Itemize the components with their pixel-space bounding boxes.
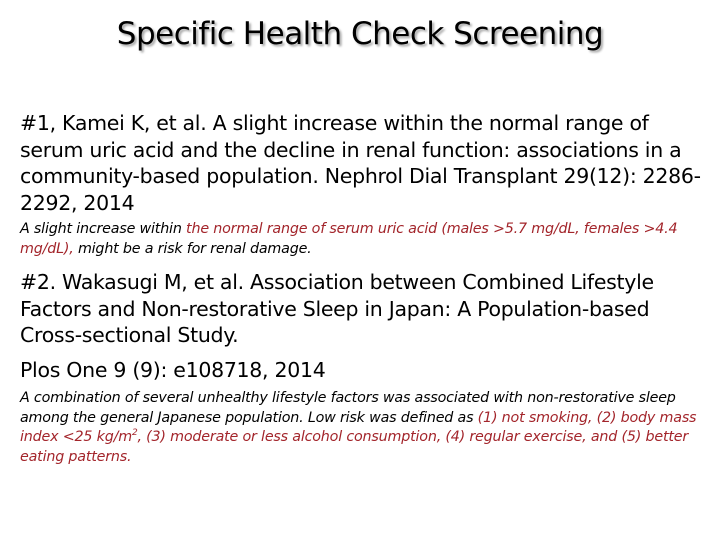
reference-1-note-text: A slight increase within <box>20 221 187 237</box>
reference-1-note <box>20 220 710 259</box>
reference-2-note-highlight: (1) not smoking, (2) body mass index <25 kg/m <box>20 409 697 445</box>
slide-content <box>20 110 710 467</box>
reference-2-journal: Plos One 9 (9): e108718, 2014 <box>20 357 326 382</box>
reference-1-note-text-end: might be a risk for renal damage. <box>73 240 312 257</box>
reference-2-note-highlight-end: , (3) moderate or less alcohol consumption, (4) regular exercise, and (5) better eating patterns. <box>20 429 689 465</box>
reference-1-citation: #1, Kamei K, et al. A slight increase within the normal range of serum uric acid and the decline in renal function: associations in a community-based population. Nephrol Dial Transplant 29(12): 2286-2292, 2014 <box>20 111 701 215</box>
page-title: Specific Health Check Screening <box>116 16 604 52</box>
reference-2-note-superscript: 2 <box>131 428 138 439</box>
reference-2-citation: #2. Wakasugi M, et al. Association between Combined Lifestyle Factors and Non-restorative Sleep in Japan: A Population-based Cross-sectional Study. <box>20 270 654 347</box>
reference-2-note <box>20 389 710 467</box>
reference-1-note-highlight: the normal range of serum uric acid (males >5.7 mg/dL, females >4.4 mg/dL), <box>20 221 678 257</box>
reference-2-note-text: A combination of several unhealthy lifestyle factors was associated with non-restorative sleep among the general Japanese population. Low risk was defined as <box>20 390 676 426</box>
